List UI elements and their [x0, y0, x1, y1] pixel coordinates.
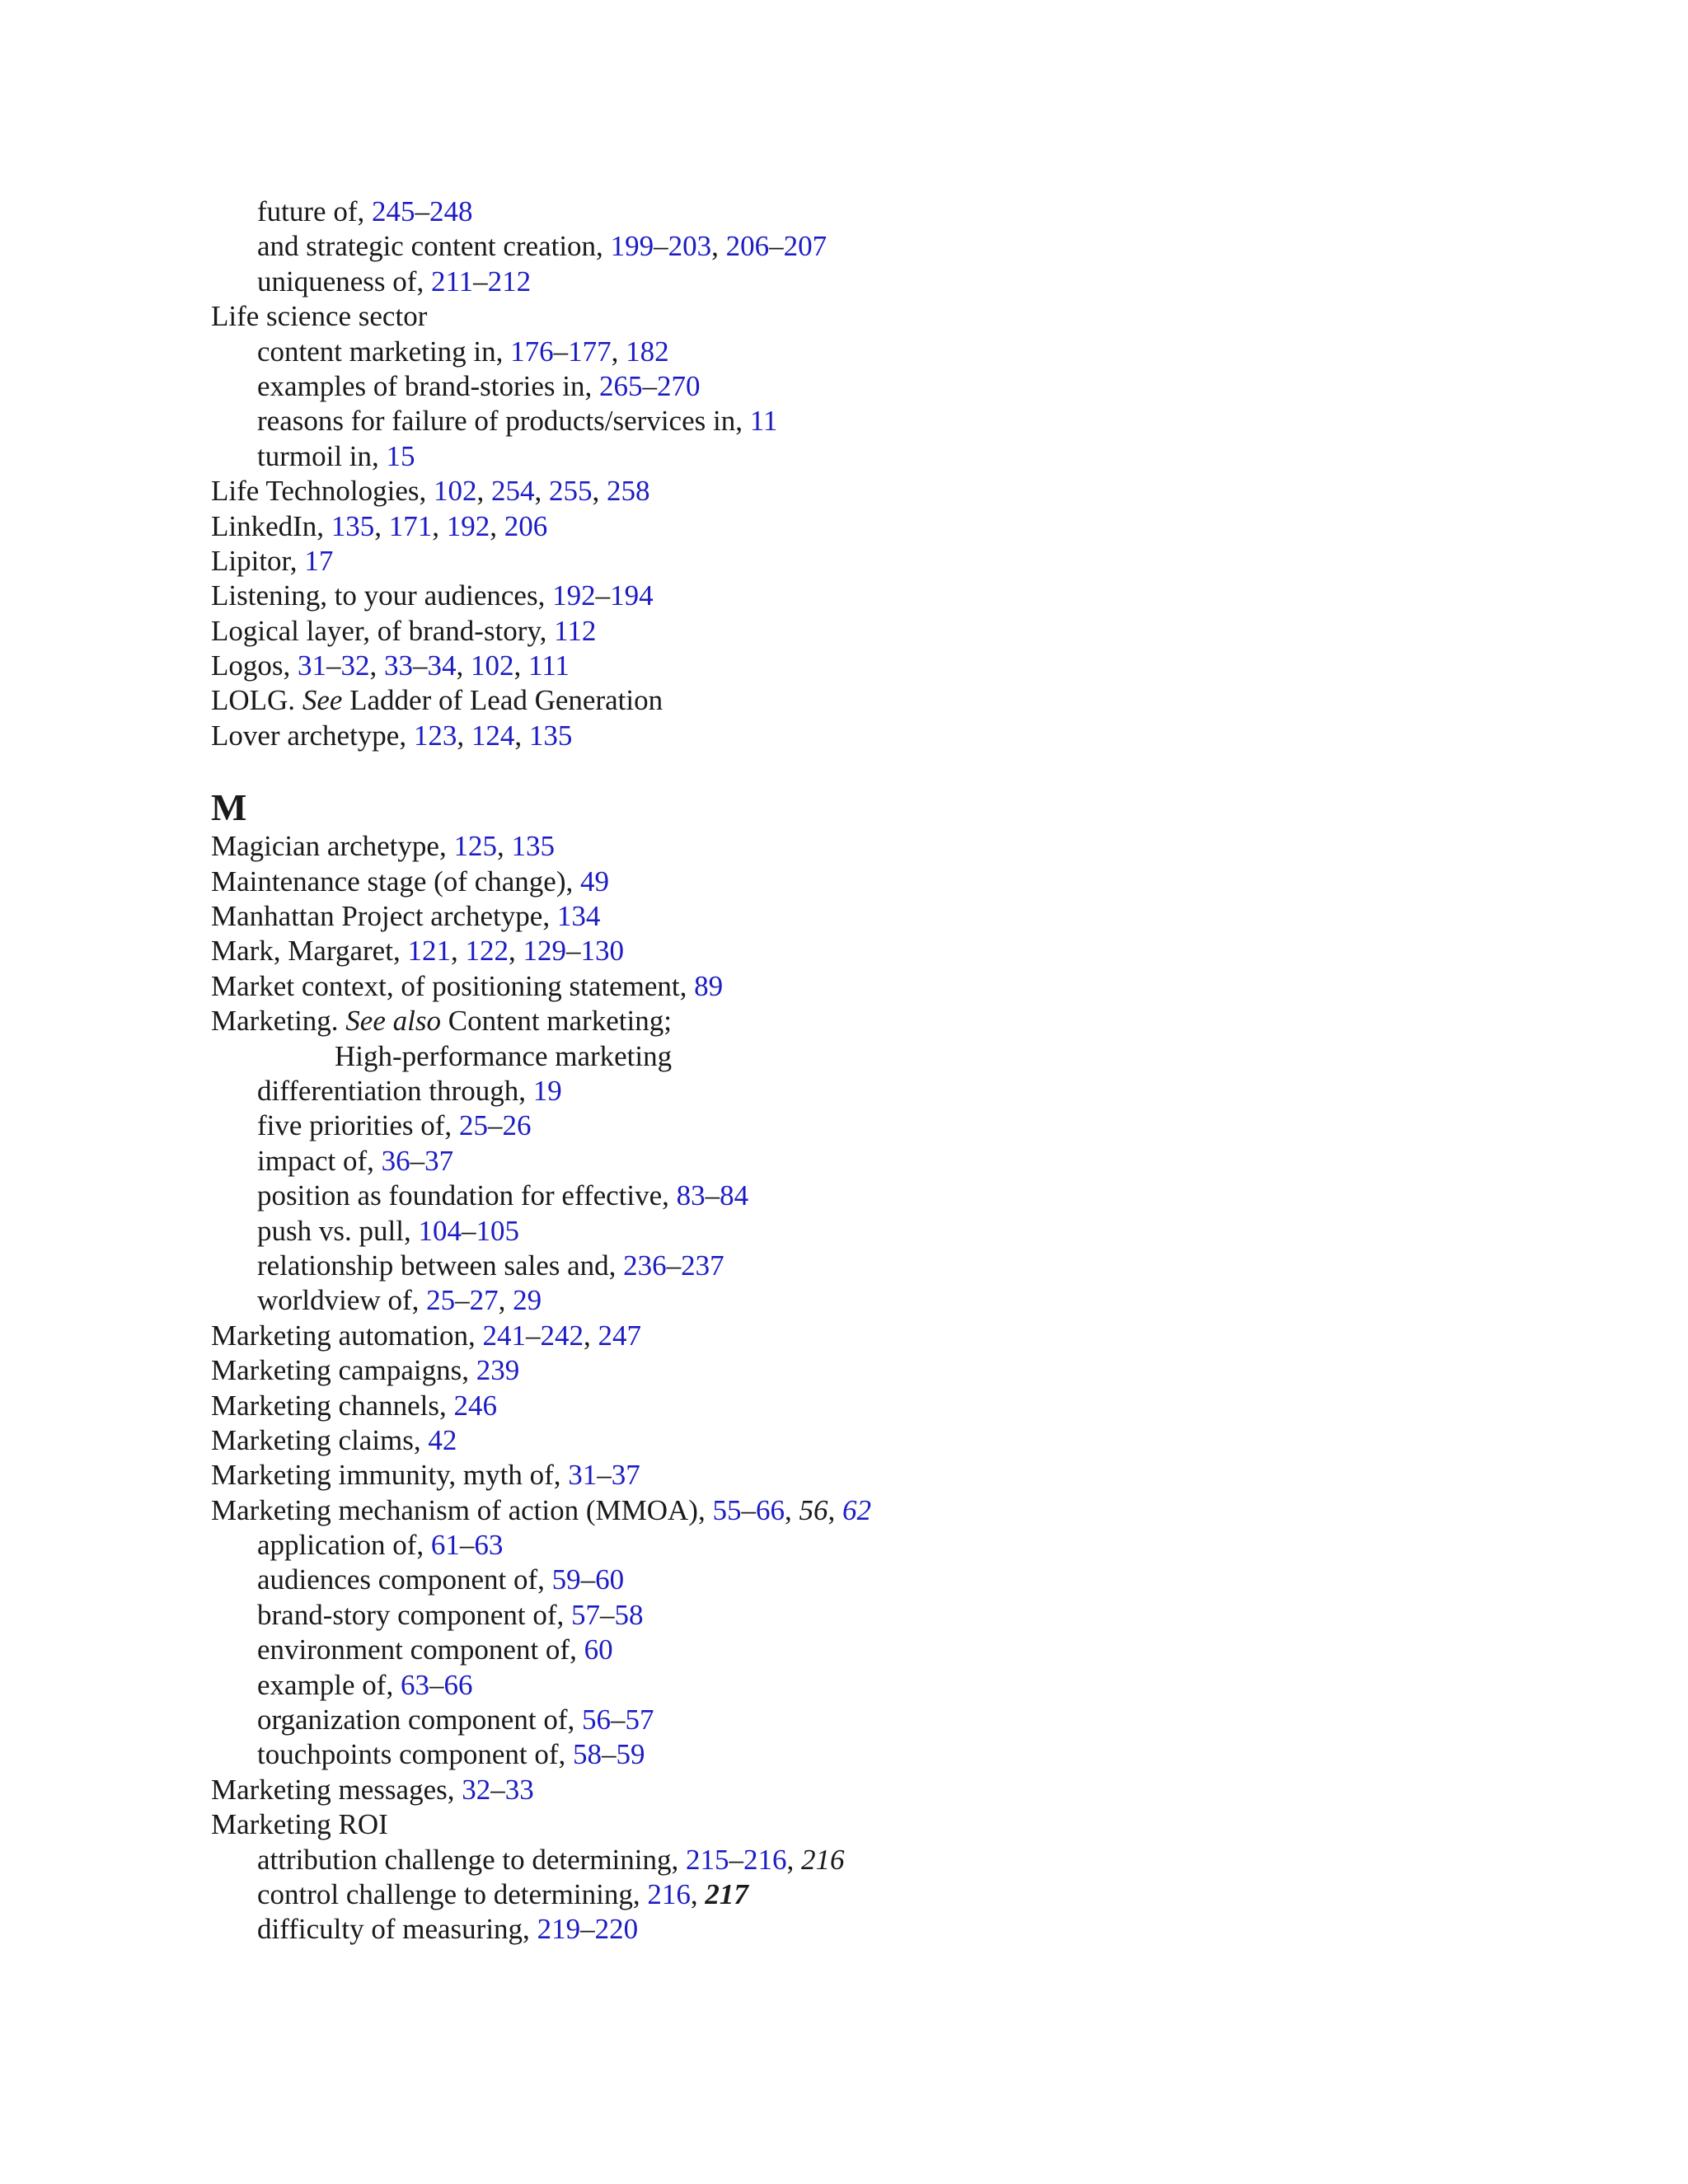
entry-text: ,	[498, 1284, 513, 1317]
page-number-link[interactable]: 60	[584, 1633, 613, 1666]
entry-text: environment component of,	[257, 1633, 584, 1666]
page-number-link[interactable]: 57	[625, 1704, 654, 1736]
entry-text: –	[461, 1214, 476, 1247]
index-entry	[211, 1773, 1530, 1807]
entry-text: audiences component of,	[257, 1563, 552, 1596]
index-subentry	[211, 369, 1530, 404]
page-number-link[interactable]: 63	[400, 1668, 429, 1701]
index-subentry	[211, 1179, 1530, 1213]
entry-text: ,	[784, 1493, 799, 1526]
entry-text: Marketing.	[211, 1005, 346, 1038]
index-subentry	[211, 335, 1530, 369]
index-subentry	[211, 265, 1530, 299]
page-number-link[interactable]: 89	[694, 969, 724, 1002]
entry-text: position as foundation for effective,	[257, 1179, 677, 1212]
page-number-link[interactable]: 199	[610, 230, 654, 263]
page-number-link[interactable]: 219	[537, 1913, 581, 1946]
entry-text: –	[580, 1563, 596, 1596]
page-number-link[interactable]: 11	[749, 405, 778, 438]
entry-text: ,	[786, 1843, 801, 1876]
page-number-link[interactable]: 237	[681, 1249, 724, 1282]
page-number-link[interactable]: 102	[434, 475, 477, 508]
entry-text: ,	[828, 1493, 842, 1526]
entry-text: Mark, Margaret,	[211, 935, 408, 968]
entry-text: Marketing claims,	[211, 1423, 429, 1456]
page-number-link[interactable]: 122	[465, 935, 509, 968]
entry-text: ,	[369, 649, 384, 682]
index-entry	[211, 865, 1530, 899]
entry-text: –	[459, 1529, 475, 1562]
entry-text: control challenge to determining,	[257, 1877, 648, 1910]
entry-text: push vs. pull,	[257, 1214, 419, 1247]
page-number-link[interactable]: 112	[554, 614, 597, 647]
page-number-link[interactable]: 248	[429, 195, 473, 227]
page-number-link[interactable]: 206	[504, 509, 548, 542]
page-number-link[interactable]: 129	[523, 935, 566, 968]
page-number-link[interactable]: 171	[388, 509, 433, 542]
entry-text: ,	[711, 230, 726, 263]
page-number-link[interactable]: 32	[340, 649, 370, 682]
entry-text: ,	[490, 509, 504, 542]
page-number-link[interactable]: 215	[686, 1843, 729, 1876]
index-entry	[211, 544, 1530, 579]
index-entry	[211, 1319, 1530, 1353]
page-number-link[interactable]: 124	[471, 719, 515, 752]
entry-text: relationship between sales and,	[257, 1249, 624, 1282]
index-entry	[211, 509, 1530, 544]
page-number-link[interactable]: 25	[458, 1109, 488, 1142]
entry-text: ,	[514, 719, 529, 752]
page-number-link[interactable]: 102	[471, 649, 514, 682]
index-subentry	[211, 1214, 1530, 1249]
page-number-link[interactable]: 241	[482, 1319, 527, 1352]
entry-text: ,	[432, 509, 447, 542]
index-subentry	[211, 1737, 1530, 1772]
index-entry	[211, 899, 1530, 934]
entry-text: content marketing in,	[257, 335, 511, 368]
entry-text: Market context, of positioning statement,	[211, 969, 695, 1002]
entry-text: –	[610, 1704, 626, 1736]
page-number-link[interactable]: 254	[491, 475, 535, 508]
page-number-link[interactable]: 182	[626, 335, 669, 368]
page-number-link[interactable]: 33	[384, 649, 413, 682]
page-number-link[interactable]: 59	[551, 1563, 581, 1596]
page-number-link[interactable]: 105	[476, 1214, 519, 1247]
entry-text: ,	[611, 335, 626, 368]
entry-text: Marketing channels,	[211, 1389, 454, 1422]
entry-text: brand-story component of,	[257, 1598, 572, 1631]
entry-text: –	[769, 230, 784, 263]
entry-text: Life science sector	[211, 300, 428, 333]
entry-text: impact of,	[257, 1144, 382, 1177]
page-number-link[interactable]: 56	[581, 1704, 611, 1736]
entry-text: ,	[457, 719, 471, 752]
index-subentry	[211, 1703, 1530, 1737]
page-number-link[interactable]: 239	[476, 1354, 520, 1387]
entry-text: –	[666, 1249, 682, 1282]
page-number-link[interactable]: 130	[580, 935, 624, 968]
page-number-link[interactable]: 123	[413, 719, 457, 752]
page-number-link[interactable]: 135	[528, 719, 573, 752]
entry-text: uniqueness of,	[257, 265, 431, 298]
page-number-link[interactable]: 203	[668, 230, 712, 263]
entry-text: –	[429, 1668, 444, 1701]
page-number-link[interactable]: 207	[783, 230, 828, 263]
entry-text: –	[597, 1459, 612, 1492]
entry-text: Lover archetype,	[211, 719, 414, 752]
entry-text: differentiation through,	[257, 1074, 533, 1107]
page-number-link[interactable]: 55	[712, 1493, 742, 1526]
index-entry	[211, 934, 1530, 968]
entry-text: –	[642, 369, 658, 402]
entry-text: –	[455, 1284, 470, 1317]
entry-text: LOLG.	[211, 684, 302, 717]
index-entry	[211, 579, 1530, 613]
page-number-link[interactable]: 192	[446, 509, 490, 542]
index-section	[211, 194, 1530, 753]
index-page	[211, 194, 1530, 1947]
page-number-link[interactable]: 34	[427, 649, 457, 682]
index-subentry	[211, 1249, 1530, 1283]
index-entry	[211, 1423, 1530, 1458]
page-number-link[interactable]: 19	[532, 1074, 562, 1107]
entry-text: attribution challenge to determining,	[257, 1843, 686, 1876]
index-section	[211, 786, 1530, 1947]
entry-text: –	[415, 195, 429, 227]
index-entry	[211, 719, 1530, 753]
index-entry	[211, 649, 1530, 683]
index-entry	[211, 1004, 1530, 1038]
entry-text: Marketing messages,	[211, 1773, 462, 1806]
page-number-link[interactable]: 83	[676, 1179, 706, 1212]
page-number-link[interactable]: 134	[556, 900, 601, 933]
index-subentry	[211, 404, 1530, 438]
entry-text: examples of brand-stories in,	[257, 369, 600, 402]
page-number-link[interactable]: 135	[511, 830, 555, 863]
page-number-link[interactable]: 57	[571, 1598, 601, 1631]
entry-text: Content marketing;	[440, 1005, 672, 1038]
page-number-link[interactable]: 58	[614, 1598, 644, 1631]
index-subentry	[211, 1912, 1530, 1947]
index-entry-continuation	[211, 1039, 1530, 1074]
page-number-link[interactable]: 37	[424, 1144, 454, 1177]
entry-text: ,	[456, 649, 471, 682]
index-subentry	[211, 1144, 1530, 1179]
index-subentry	[211, 1108, 1530, 1143]
index-entry	[211, 299, 1530, 334]
index-subentry	[211, 1843, 1530, 1877]
index-entry	[211, 1807, 1530, 1842]
page-number-link[interactable]: 66	[443, 1668, 473, 1701]
index-subentry	[211, 1283, 1530, 1318]
entry-text: –	[490, 1773, 505, 1806]
page-number-link[interactable]: 59	[616, 1738, 645, 1771]
page-number-link[interactable]: 25	[426, 1284, 456, 1317]
page-number-link[interactable]: 247	[598, 1319, 642, 1352]
index-entry	[211, 969, 1530, 1004]
index-entry	[211, 1458, 1530, 1493]
entry-text: –	[410, 1144, 425, 1177]
page-number-link[interactable]: 33	[504, 1773, 534, 1806]
entry-text: ,	[508, 935, 523, 968]
index-subentry	[211, 229, 1530, 264]
entry-text: –	[595, 579, 611, 612]
entry-text: LinkedIn,	[211, 509, 331, 542]
page-number-link[interactable]: 265	[599, 369, 643, 402]
page-number-link[interactable]: 135	[331, 509, 375, 542]
index-entry	[211, 1353, 1530, 1388]
page-number-link[interactable]: 176	[510, 335, 554, 368]
entry-text: Ladder of Lead Generation	[342, 684, 663, 717]
entry-text: –	[473, 265, 488, 298]
entry-text: reasons for failure of products/services in,	[257, 405, 750, 438]
page-number-link[interactable]: 245	[371, 195, 415, 227]
page-number-link[interactable]: 212	[487, 265, 532, 298]
italic-text: 56	[799, 1493, 828, 1526]
entry-text: and strategic content creation,	[257, 230, 611, 263]
index-entry	[211, 474, 1530, 509]
page-number-link[interactable]: 121	[407, 935, 451, 968]
page-number-link[interactable]: 36	[381, 1144, 410, 1177]
page-number-link[interactable]: 104	[418, 1214, 462, 1247]
page-number-link[interactable]: 58	[573, 1738, 603, 1771]
index-subentry	[211, 1074, 1530, 1108]
index-entry	[211, 829, 1530, 864]
page-number-link[interactable]: 32	[462, 1773, 491, 1806]
page-number-link[interactable]: 62	[842, 1493, 871, 1526]
entry-text: Logos,	[211, 649, 298, 682]
entry-text: ,	[690, 1877, 706, 1910]
page-number-link[interactable]: 255	[549, 475, 593, 508]
entry-text: –	[565, 935, 581, 968]
entry-text: Marketing automation,	[211, 1319, 483, 1352]
page-number-link[interactable]: 246	[453, 1389, 497, 1422]
page-number-link[interactable]: 125	[453, 830, 497, 863]
entry-text: application of,	[257, 1529, 431, 1562]
entry-text: ,	[592, 475, 607, 508]
page-number-link[interactable]: 258	[607, 475, 650, 508]
entry-text: –	[413, 649, 428, 682]
page-number-link[interactable]: 26	[502, 1109, 532, 1142]
index-subentry	[211, 1528, 1530, 1563]
index-entry	[211, 614, 1530, 649]
index-subentry	[211, 1633, 1530, 1667]
entry-text: –	[580, 1913, 595, 1946]
entry-text: Logical layer, of brand-story,	[211, 614, 555, 647]
page-number-link[interactable]: 60	[595, 1563, 625, 1596]
italic-text: See	[302, 684, 343, 717]
page-number-link[interactable]: 61	[430, 1529, 460, 1562]
entry-text: High-performance marketing	[335, 1039, 673, 1072]
index-entry	[211, 1493, 1530, 1528]
page-number-link[interactable]: 216	[743, 1843, 787, 1876]
italic-text: See also	[345, 1005, 441, 1038]
page-number-link[interactable]: 211	[430, 265, 474, 298]
entry-text: ,	[374, 509, 389, 542]
entry-text: five priorities of,	[257, 1109, 459, 1142]
index-entry	[211, 1389, 1530, 1423]
entry-text: Manhattan Project archetype,	[211, 900, 557, 933]
entry-text: future of,	[257, 195, 372, 227]
index-subentry	[211, 1563, 1530, 1597]
entry-text: –	[729, 1843, 743, 1876]
page-number-link[interactable]: 31	[568, 1459, 598, 1492]
entry-text: –	[600, 1598, 615, 1631]
index-subentry	[211, 1668, 1530, 1703]
entry-text: –	[487, 1109, 503, 1142]
entry-text: ,	[476, 475, 492, 508]
entry-text: Marketing campaigns,	[211, 1354, 476, 1387]
entry-text: –	[326, 649, 341, 682]
page-number-link[interactable]: 270	[657, 369, 701, 402]
page-number-link[interactable]: 27	[469, 1284, 499, 1317]
entry-text: Maintenance stage (of change),	[211, 865, 580, 898]
italic-text: 216	[801, 1843, 845, 1876]
entry-text: worldview of,	[257, 1284, 427, 1317]
page-number-link[interactable]: 242	[540, 1319, 584, 1352]
entry-text: touchpoints component of,	[257, 1738, 574, 1771]
entry-text: ,	[584, 1319, 598, 1352]
entry-text: Lipitor,	[211, 544, 305, 577]
entry-text: Marketing ROI	[211, 1808, 388, 1841]
index-subentry	[211, 1877, 1530, 1912]
entry-text: –	[741, 1493, 756, 1526]
page-number-link[interactable]: 192	[552, 579, 596, 612]
index-subentry	[211, 194, 1530, 229]
page-number-link[interactable]: 17	[304, 544, 334, 577]
entry-text: –	[526, 1319, 541, 1352]
entry-text: Marketing immunity, myth of,	[211, 1459, 569, 1492]
index-entry	[211, 683, 1530, 718]
page-number-link[interactable]: 84	[720, 1179, 749, 1212]
page-number-link[interactable]: 216	[647, 1877, 691, 1910]
page-number-link[interactable]: 220	[594, 1913, 639, 1946]
entry-text: Life Technologies,	[211, 475, 434, 508]
bold-italic-page-number: 217	[705, 1877, 748, 1910]
entry-text: organization component of,	[257, 1704, 582, 1736]
entry-text: Marketing mechanism of action (MMOA),	[211, 1493, 713, 1526]
entry-text: –	[602, 1738, 617, 1771]
entry-text: example of,	[257, 1668, 401, 1701]
page-number-link[interactable]: 194	[610, 579, 654, 612]
page-number-link[interactable]: 31	[298, 649, 326, 682]
entry-text: turmoil in,	[257, 439, 387, 472]
entry-text: –	[654, 230, 668, 263]
page-number-link[interactable]: 206	[725, 230, 770, 263]
entry-text: ,	[450, 935, 466, 968]
page-number-link[interactable]: 63	[474, 1529, 504, 1562]
page-number-link[interactable]: 66	[755, 1493, 785, 1526]
page-number-link[interactable]: 236	[623, 1249, 667, 1282]
page-number-link[interactable]: 42	[428, 1423, 457, 1456]
entry-text: ,	[496, 830, 512, 863]
page-number-link[interactable]: 111	[528, 649, 570, 682]
index-subentry	[211, 439, 1530, 474]
entry-text: ,	[534, 475, 550, 508]
entry-text: –	[705, 1179, 720, 1212]
index-subentry	[211, 1598, 1530, 1633]
entry-text: ,	[513, 649, 528, 682]
page-number-link[interactable]: 37	[611, 1459, 640, 1492]
entry-text: Magician archetype,	[211, 830, 454, 863]
page-number-link[interactable]: 29	[513, 1284, 542, 1317]
page-number-link[interactable]: 177	[568, 335, 612, 368]
page-number-link[interactable]: 15	[386, 439, 415, 472]
entry-text: difficulty of measuring,	[257, 1913, 537, 1946]
page-number-link[interactable]: 49	[579, 865, 609, 898]
entry-text: –	[553, 335, 569, 368]
section-letter-heading: M	[211, 786, 247, 829]
entry-text: Listening, to your audiences,	[211, 579, 553, 612]
